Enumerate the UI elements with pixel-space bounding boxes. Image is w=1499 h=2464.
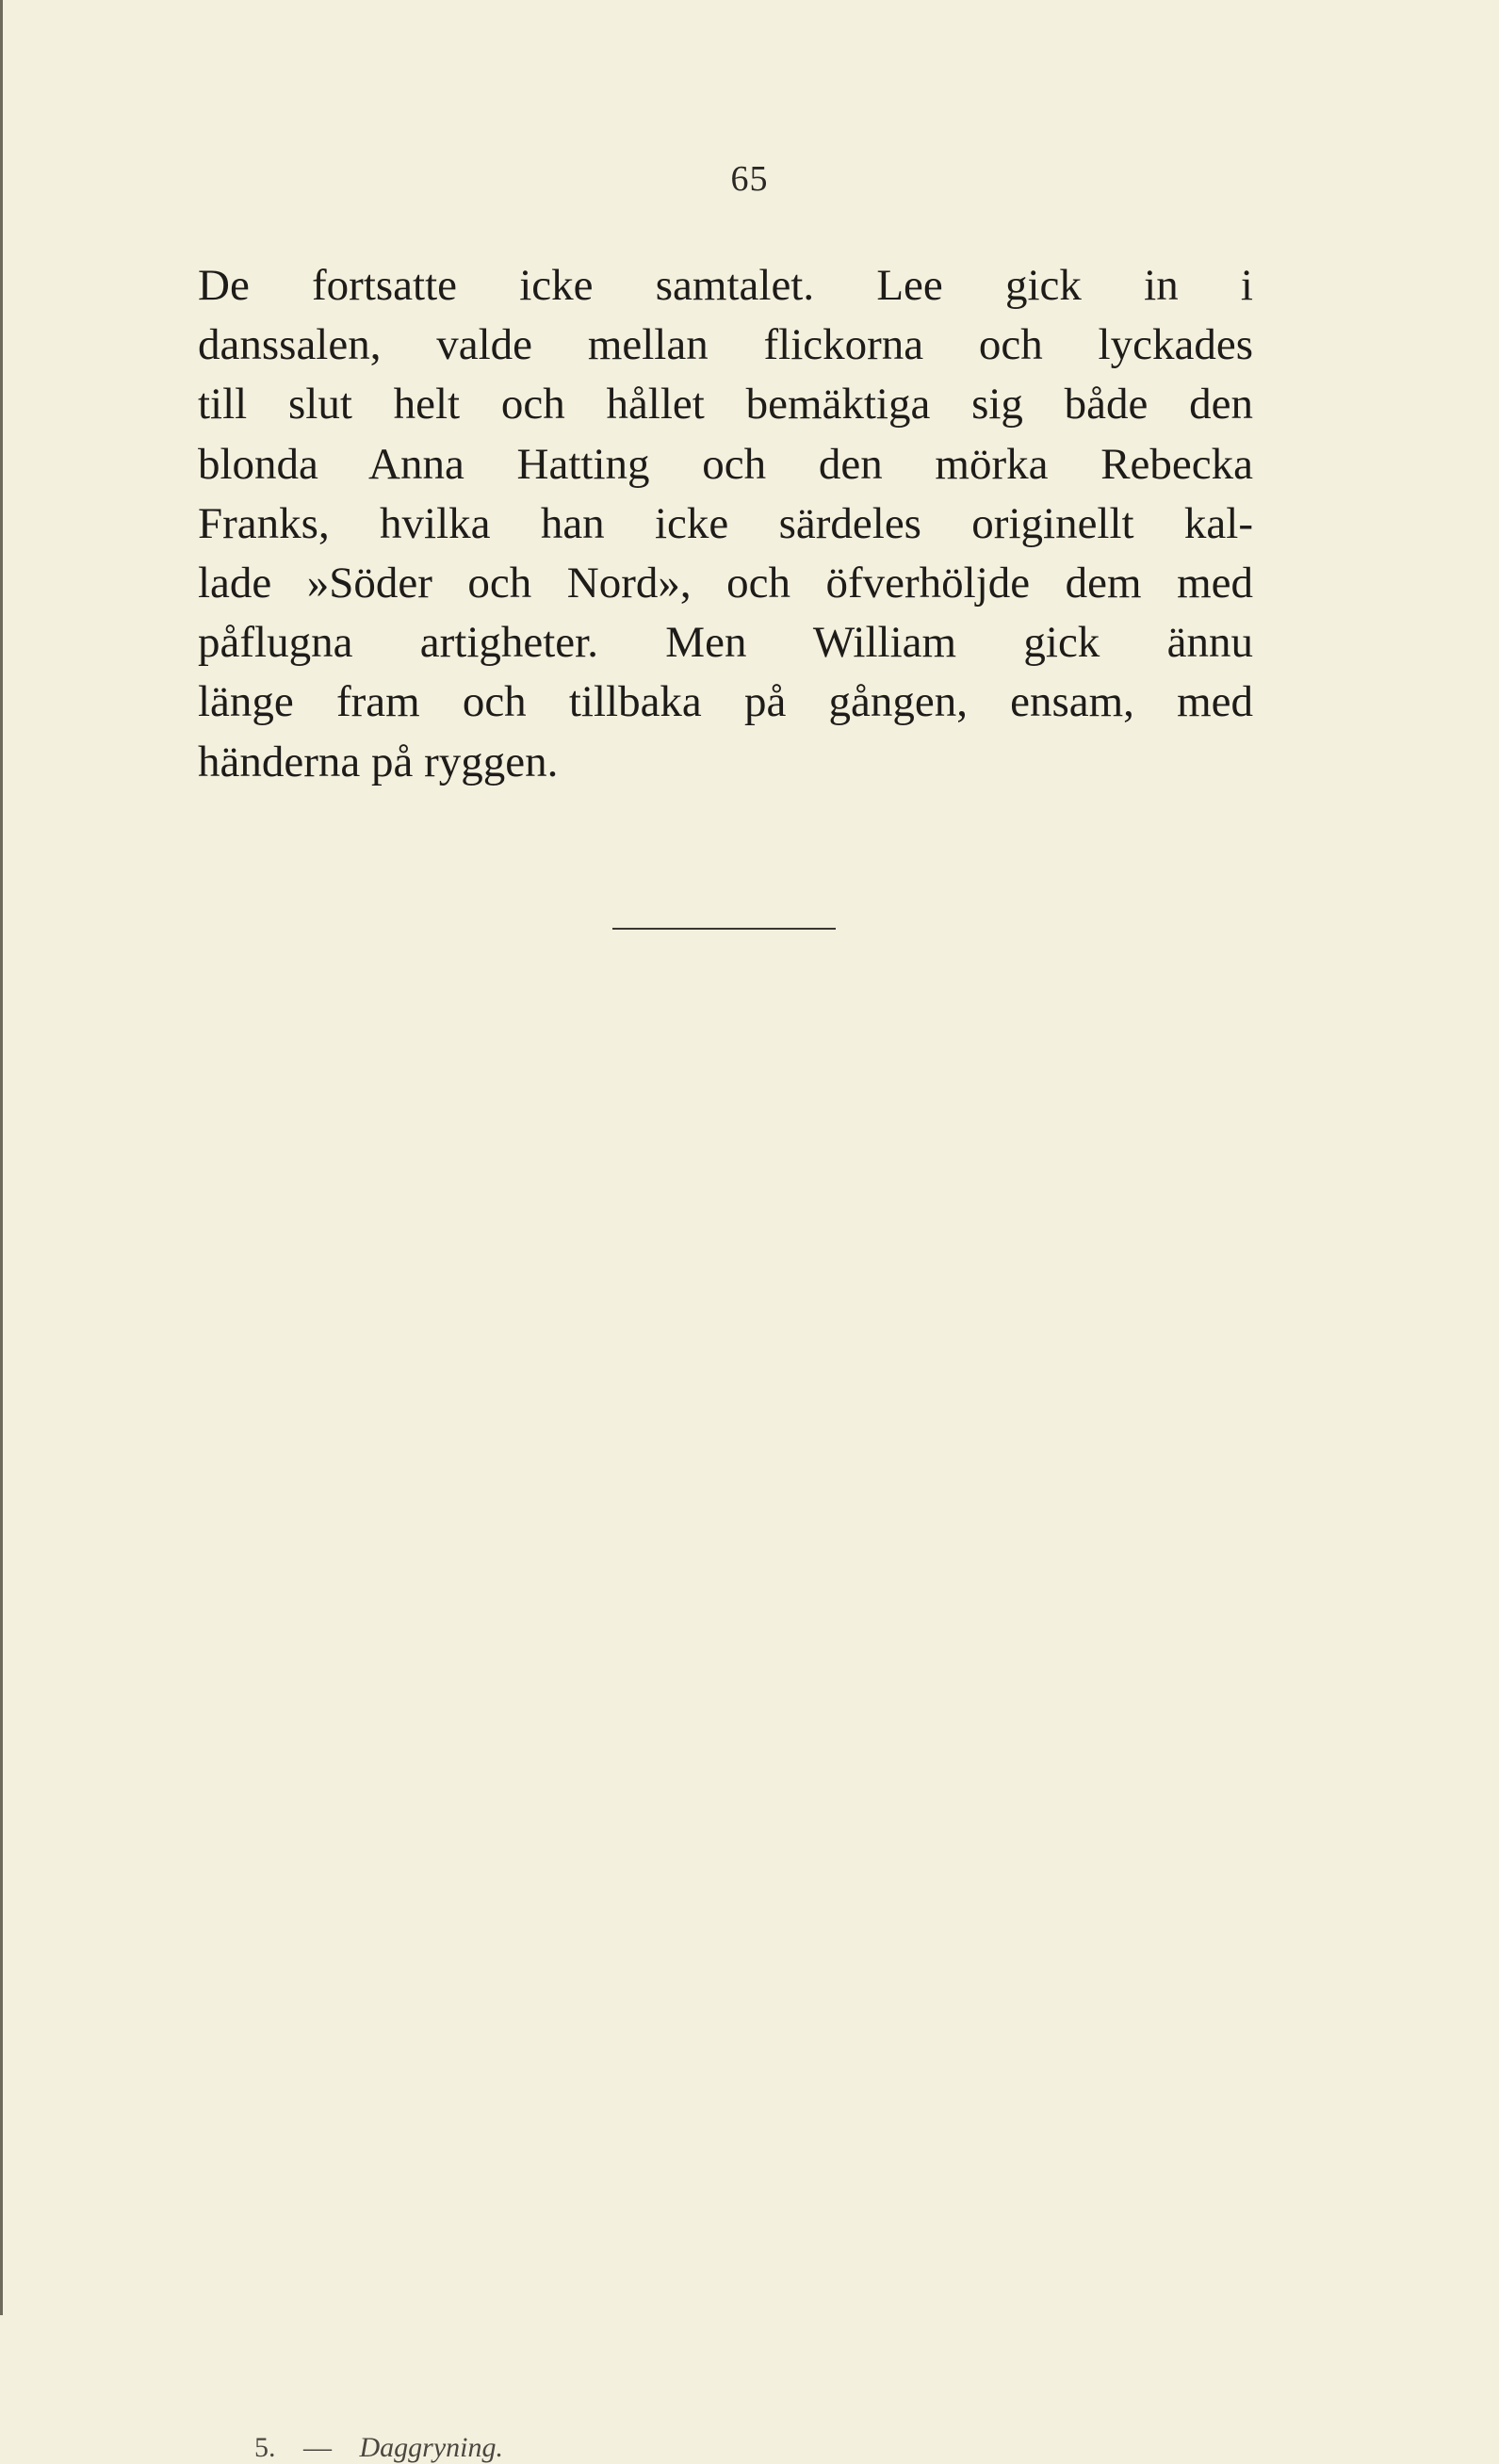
text-line: lade »Söder och Nord», och öfverhöljde dem med — [198, 559, 1253, 608]
text-line: påflugna artigheter. Men William gick ännu — [198, 618, 1253, 668]
signature-title: Daggryning. — [359, 2432, 503, 2463]
text-line: händerna på ryggen. — [198, 737, 559, 786]
signature-number: 5. — [254, 2432, 276, 2463]
signature-dash: — — [303, 2432, 332, 2463]
printer-signature — [254, 2432, 503, 2464]
text-line: Franks, hvilka han icke särdeles originellt kal- — [198, 498, 1253, 548]
page-number: 65 — [730, 159, 769, 199]
text-line: blonda Anna Hatting och den mörka Rebecka — [198, 439, 1253, 489]
text-line: danssalen, valde mellan flickorna och lyckades — [198, 320, 1253, 370]
text-line: länge fram och tillbaka på gången, ensam, med — [198, 677, 1253, 727]
section-divider — [612, 928, 836, 930]
text-line: till slut helt och hållet bemäktiga sig både den — [198, 380, 1253, 430]
body-paragraph — [198, 256, 1253, 792]
page-edge — [0, 0, 3, 2315]
text-line: De fortsatte icke samtalet. Lee gick in i — [198, 261, 1253, 310]
